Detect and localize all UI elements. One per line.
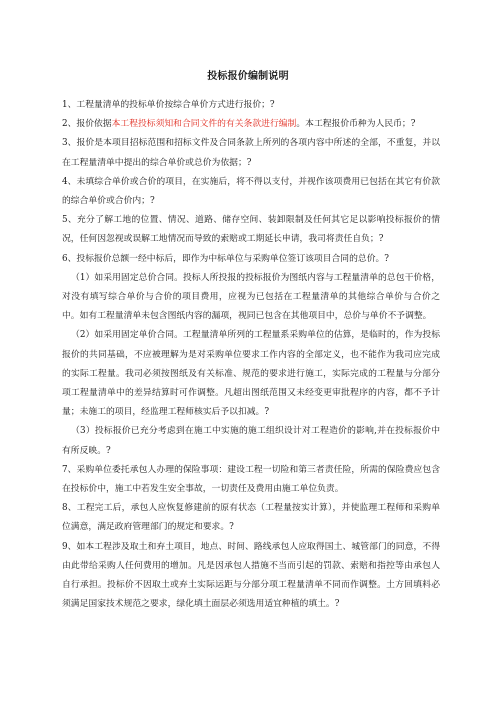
paragraph-2-highlight: 本工程投标须知和合同文件的有关条款进行编制 [111,119,297,130]
paragraph-8: 8、工程完工后，承包人应恢复修建前的原有状态（工程量按实计算），并使监理工程师和采购单位满意，满足政府管理部门的规定和要求。? [62,503,440,533]
paragraph-4: 4、未填综合单价或合价的项目，在实施后，将不得以支付，并视作该项费用已包括在其它有价款的综合单价或合价内；? [62,176,440,207]
paragraph-6: 6、投标报价总额一经中标后，即作为中标单位与采购单位签订该项目合同的总价。? [62,253,390,264]
document-body [62,96,440,614]
document-title: 投标报价编制说明 [207,71,289,82]
paragraph-7: 7、采购单位委托承包人办理的保险事项：建设工程一切险和第三者责任险，所需的保险费应包含在投标价中，施工中若发生安全事故，一切责任及费用由施工单位负责。 [62,464,440,495]
paragraph-9: 9、如本工程涉及取土和弃土项目，地点、时间、路线承包人应取得国土、城管部门的同意，不得由此带给采购人任何费用的增加。凡是因承包人措施不当而引起的罚款、索赔和指控等由承包人自行承担。投标价不因取土或弃土实际运距与分部分项工程量清单不同而作调整。土方回填料必须满足国家技术规范之要求，绿化填土面层必须选用适宜种植的填土。? [62,541,440,610]
paragraph-2 [62,115,440,134]
paragraph-6-3: （3）投标报价已充分考虑到在施工中实施的施工组织设计对工程造价的影响,并在投标报价中有所反映。? [62,426,440,456]
paragraph-6-1: （1）如采用固定总价合同。投标人所投报的投标报价为图纸内容与工程量清单的总包干价格，对没有填写综合单价与合价的项目费用，应视为已包括在工程量清单的其他综合单价与合价之中。如有工程量清单未包含图纸内容的漏项，视同已包含在其他项目中，总价与单价不予调整。 [62,272,440,322]
paragraph-1: 1、工程量清单的投标单价按综合单价方式进行报价；? [62,100,275,110]
paragraph-6-2: （2）如采用固定单价合同。工程量清单所列的工程量系采购单位的估算，是临时的，作为投标报价的共同基础，不应被理解为是对采购单位要求工作内容的全部定义，也不能作为我司应完成的实际工程量。我司必须按图纸及有关标准、规范的要求进行施工，实际完成的工程量与分部分项工程量清单中的差异结算时可作调整。凡超出图纸范围又未经变更审批程序的内容，都不予计量；未施工的项目，经监理工程师核实后予以扣减。? [62,330,440,418]
paragraph-5: 5、充分了解工地的位置、情况、道路、储存空间、装卸限制及任何其它足以影响投标报价的情况，任何因忽视或误解工地情况而导致的索赔或工期延长申请，我司将责任自负；? [62,215,440,245]
paragraph-2-before: 2、报价依据 [62,119,112,130]
paragraph-2-after: 。本工程报价币种为人民币；? [296,119,416,130]
paragraph-3: 3、报价是本项目招标范围和招标文件及合同条款上所列的各项内容中所述的全部，不重复，并以在工程量清单中提出的综合单价或总价为依据；? [62,138,440,168]
